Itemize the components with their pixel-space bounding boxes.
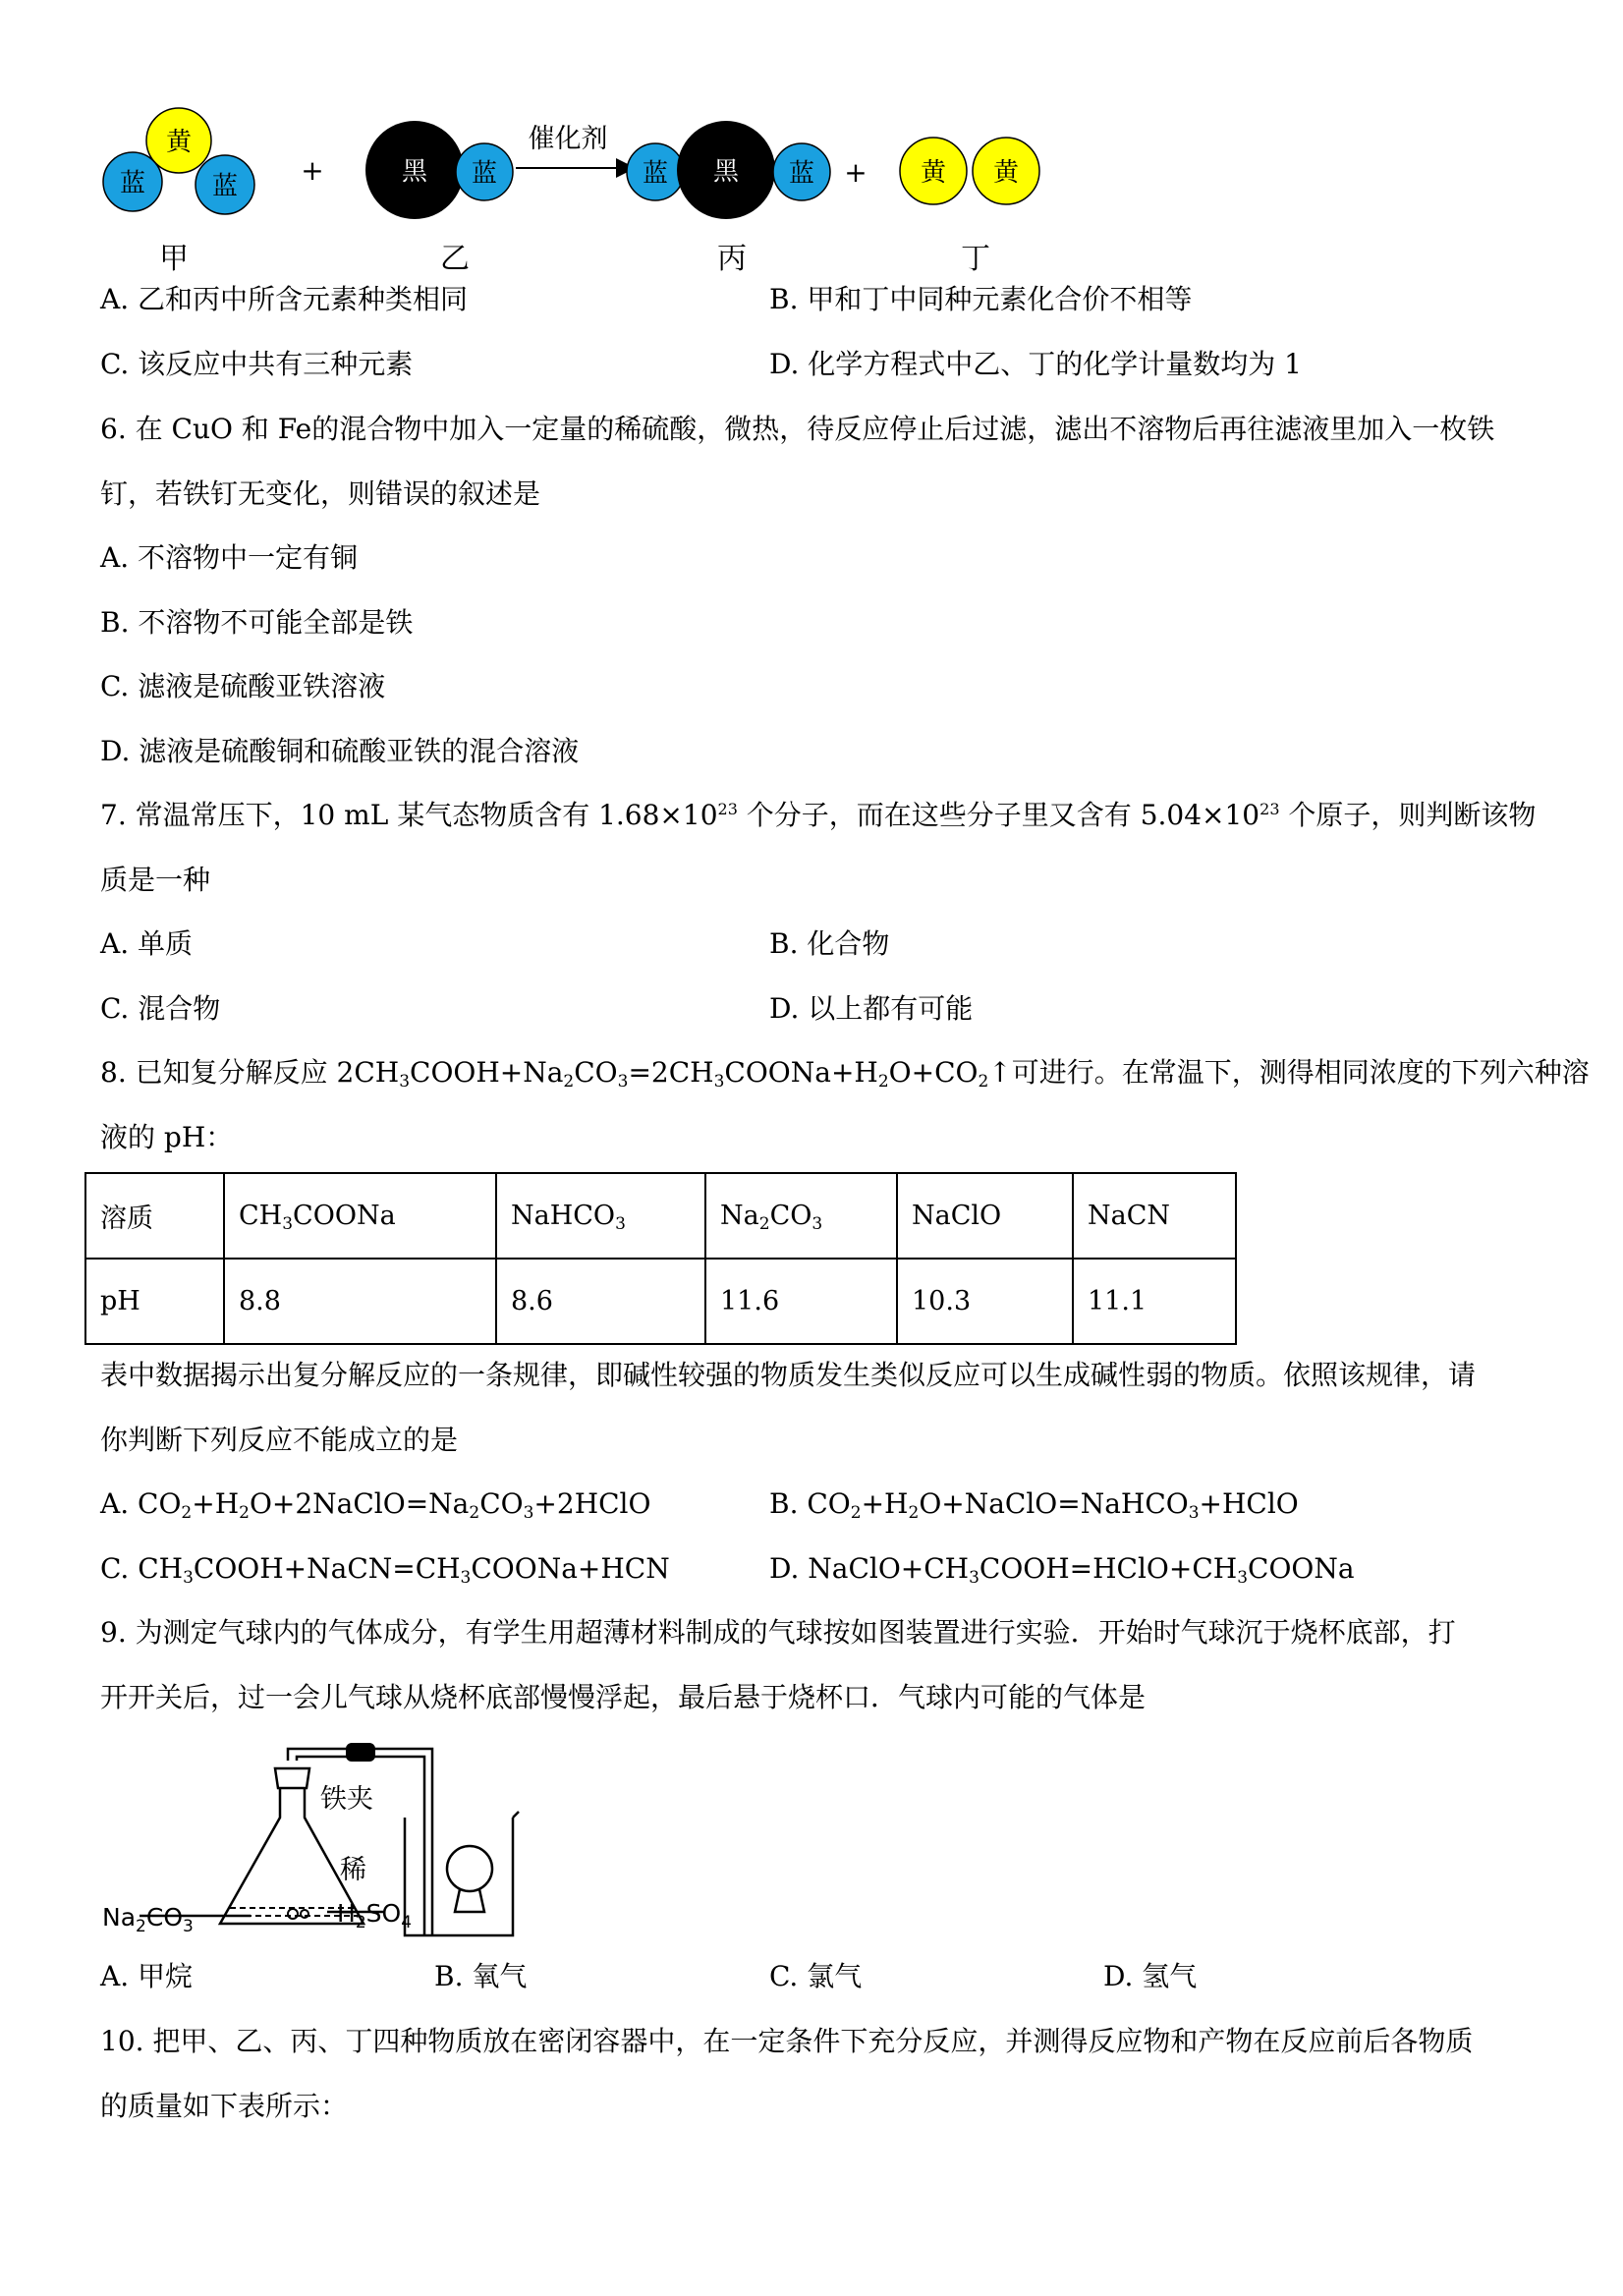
atom-label: 蓝 bbox=[788, 159, 815, 189]
dilute-label: 稀 bbox=[340, 1855, 366, 1885]
row-label: pH bbox=[85, 1259, 224, 1344]
table-row bbox=[85, 1259, 1236, 1344]
experiment-apparatus bbox=[98, 1739, 531, 1945]
q9-stem-line2: 开开关后，过一会儿气球从烧杯底部慢慢浮起，最后悬于烧杯口．气球内可能的气体是 bbox=[100, 1681, 1147, 1713]
molecule-jia bbox=[103, 108, 254, 214]
h2so4-label: $H_2SO_4$ bbox=[337, 1899, 413, 1932]
ph-value: 8.8 bbox=[224, 1259, 496, 1344]
ph-value: 11.6 bbox=[705, 1259, 897, 1344]
q8-option-c: C. $CH_3COOH+NaCN=CH_3COONa+HCN$ bbox=[100, 1552, 670, 1588]
q6-option-b: B. 不溶物不可能全部是铁 bbox=[100, 606, 414, 639]
header-cell: $CH_3COONa$ bbox=[224, 1173, 496, 1259]
reaction-diagram bbox=[93, 103, 1056, 280]
q7-stem-line1: 7. 常温常压下，10 mL 某气态物质含有 $1.68\times 10^{23}$ 个分子，而在这些分子里又含有 $5.04\times 10^{23}$ 个原子，则判断该物 bbox=[100, 799, 1537, 831]
q8-option-a: A. $CO_2+H_2O+2NaClO=Na_2CO_3+2HClO$ bbox=[100, 1487, 651, 1523]
header-cell: NaCN bbox=[1073, 1173, 1236, 1259]
q6-option-c: C. 滤液是硫酸亚铁溶液 bbox=[100, 670, 386, 702]
na2co3-label: $Na_2CO_3$ bbox=[102, 1903, 194, 1936]
label-bing: 丙 bbox=[717, 242, 747, 276]
label-jia: 甲 bbox=[159, 242, 189, 276]
q6-stem-line2: 钉，若铁钉无变化，则错误的叙述是 bbox=[100, 477, 541, 510]
atom-label: 蓝 bbox=[211, 172, 239, 201]
q8-after-line1: 表中数据揭示出复分解反应的一条规律，即碱性较强的物质发生类似反应可以生成碱性弱的物质。依照该规律，请 bbox=[100, 1359, 1477, 1391]
header-cell: $Na_2CO_3$ bbox=[705, 1173, 897, 1259]
atom-label: 黄 bbox=[165, 128, 193, 157]
atom-label: 蓝 bbox=[471, 159, 498, 189]
plus-sign: + bbox=[301, 154, 324, 187]
clamp-icon bbox=[346, 1743, 375, 1762]
q6-option-a: A. 不溶物中一定有铜 bbox=[100, 541, 359, 574]
q8-stem-line1: 8. 已知复分解反应 $2CH_3COOH+Na_2CO_3=2CH_3COONa+H_2O+CO_2↑$可进行。在常温下，测得相同浓度的下列六种溶 bbox=[100, 1056, 1590, 1092]
atom-label: 黄 bbox=[992, 158, 1020, 188]
q7-option-d: D. 以上都有可能 bbox=[769, 992, 974, 1025]
q7-option-c: C. 混合物 bbox=[100, 992, 221, 1025]
ph-value: 10.3 bbox=[897, 1259, 1073, 1344]
q7-stem-line2: 质是一种 bbox=[100, 864, 211, 896]
label-yi: 乙 bbox=[440, 242, 470, 276]
atom-label: 黄 bbox=[920, 158, 947, 188]
iron-clamp-label: 铁夹 bbox=[320, 1784, 373, 1815]
q6-option-d: D. 滤液是硫酸铜和硫酸亚铁的混合溶液 bbox=[100, 735, 580, 767]
atom-label: 黑 bbox=[712, 157, 740, 187]
ph-table bbox=[84, 1172, 1237, 1345]
atom-label: 蓝 bbox=[119, 169, 146, 198]
q5-option-c: C. 该反应中共有三种元素 bbox=[100, 348, 414, 380]
molecule-bing bbox=[627, 121, 830, 219]
q8-stem-line2: 液的 pH： bbox=[100, 1121, 234, 1153]
q10-stem-line1: 10. 把甲、乙、丙、丁四种物质放在密闭容器中，在一定条件下充分反应，并测得反应物和产物在反应前后各物质 bbox=[100, 2025, 1474, 2057]
q9-option-a: A. 甲烷 bbox=[100, 1960, 194, 1992]
q6-stem-line1: 6. 在 CuO 和 Fe的混合物中加入一定量的稀硫酸，微热，待反应停止后过滤，滤出不溶物后再往滤液里加入一枚铁 bbox=[100, 413, 1495, 445]
header-cell: 溶质 bbox=[85, 1173, 224, 1259]
q7-option-a: A. 单质 bbox=[100, 927, 194, 960]
molecule-yi bbox=[365, 121, 513, 219]
q9-option-d: D. 氢气 bbox=[1103, 1960, 1198, 1992]
header-cell: NaClO bbox=[897, 1173, 1073, 1259]
q9-stem-line1: 9. 为测定气球内的气体成分，有学生用超薄材料制成的气球按如图装置进行实验．开始时气球沉于烧杯底部，打 bbox=[100, 1616, 1456, 1649]
atom-label: 蓝 bbox=[642, 159, 669, 189]
q5-option-a: A. 乙和丙中所含元素种类相同 bbox=[100, 283, 469, 315]
q9-option-c: C. 氯气 bbox=[769, 1960, 863, 1992]
label-ding: 丁 bbox=[961, 242, 990, 276]
molecule-ding bbox=[900, 138, 1039, 204]
q5-option-b: B. 甲和丁中同种元素化合价不相等 bbox=[769, 283, 1193, 315]
atom-label: 黑 bbox=[401, 157, 428, 187]
plus-sign: + bbox=[844, 156, 867, 189]
q10-stem-line2: 的质量如下表所示： bbox=[100, 2090, 349, 2122]
q7-option-b: B. 化合物 bbox=[769, 927, 890, 960]
table-row bbox=[85, 1173, 1236, 1259]
q8-option-d: D. $NaClO+CH_3COOH=HClO+CH_3COONa$ bbox=[769, 1552, 1355, 1588]
ph-value: 11.1 bbox=[1073, 1259, 1236, 1344]
q8-option-b: B. $CO_2+H_2O+NaClO=NaHCO_3+HClO$ bbox=[769, 1487, 1299, 1523]
catalyst-label: 催化剂 bbox=[528, 124, 608, 154]
header-cell: NaHCO$_3$ bbox=[496, 1173, 705, 1259]
q8-after-line2: 你判断下列反应不能成立的是 bbox=[100, 1424, 459, 1456]
ph-value: 8.6 bbox=[496, 1259, 705, 1344]
q9-option-b: B. 氧气 bbox=[434, 1960, 528, 1992]
q5-option-d: D. 化学方程式中乙、丁的化学计量数均为 1 bbox=[769, 348, 1302, 380]
